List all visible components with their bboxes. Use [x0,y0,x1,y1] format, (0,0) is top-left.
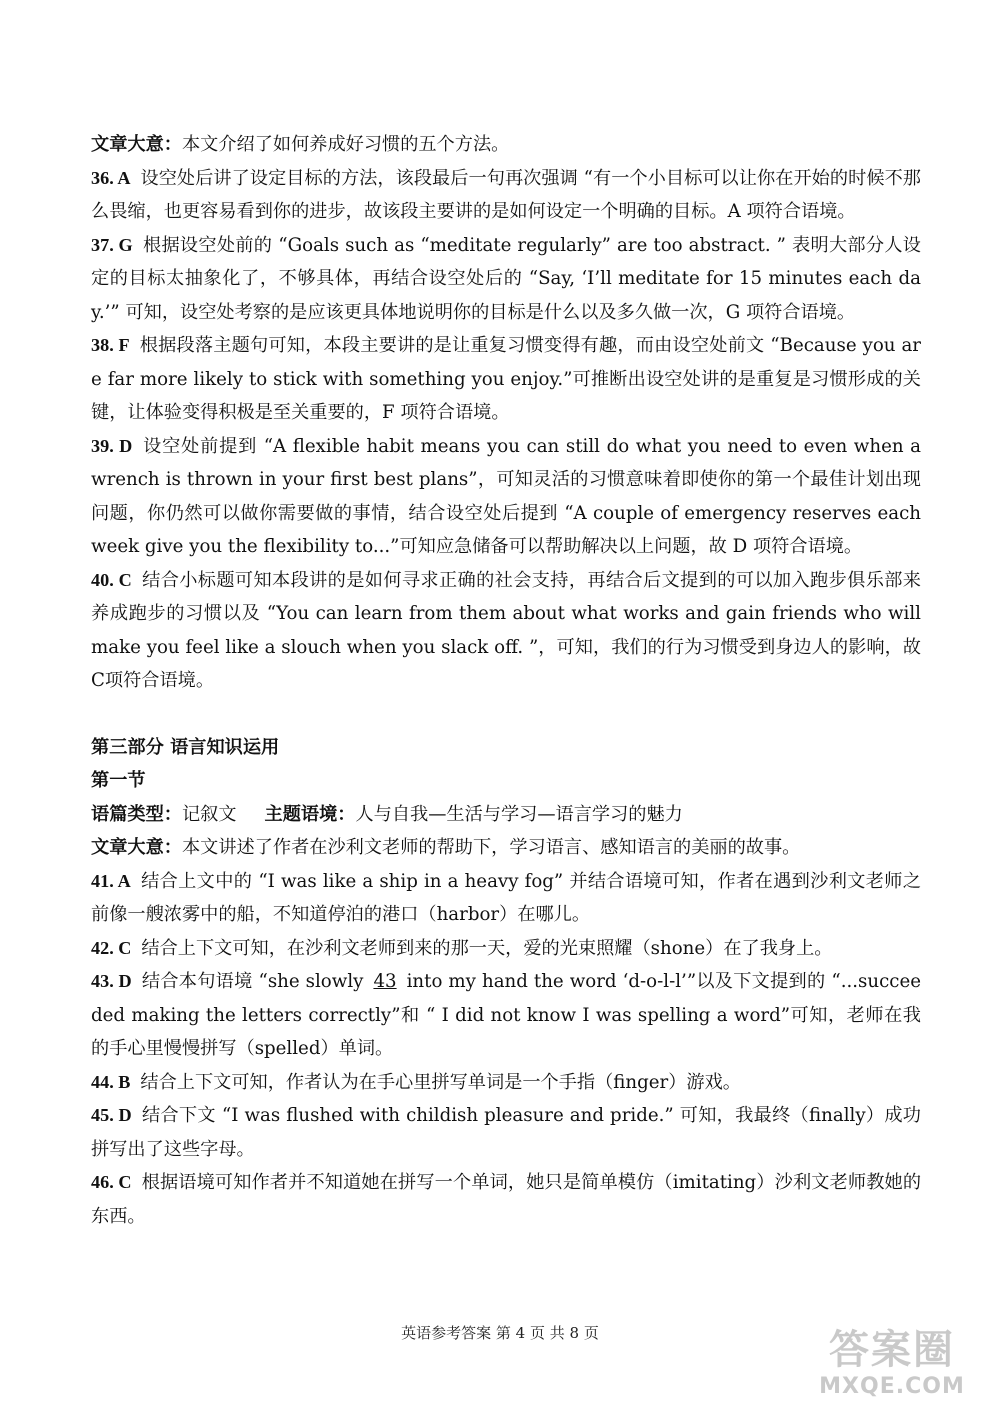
blank-number: 43 [373,971,397,992]
summary-text: 本文讲述了作者在沙利文老师的帮助下，学习语言、感知语言的美丽的故事。 [181,837,801,858]
answer-item-41 [91,865,921,932]
theme-label: 主题语境： [264,803,356,825]
watermark-url-text: MXQE.COM [819,1374,965,1399]
answer-item-44 [91,1066,921,1100]
answer-explanation: 结合上文中的 “I was like a ship in a heavy fog” 并结合语境可知，作者在遇到沙利文老师之前像一艘浓雾中的船，不知道停泊的港口（harbor）在哪儿。 [91,870,921,925]
answer-explanation: 根据语境可知作者并不知道她在拼写一个单词，她只是简单模仿（imitating）沙利文老师教她的东西。 [91,1172,922,1227]
answer-number: 42. C [91,937,132,958]
answer-number: 40. C [91,569,132,590]
answer-number: 41. A [91,870,131,891]
summary-label: 文章大意： [91,837,182,858]
summary-label: 文章大意： [91,134,182,155]
answer-explanation: 根据段落主题句可知，本段主要讲的是让重复习惯变得有趣，而由设空处前文 “Because you are far more likely to stick with something you enjoy.”可推断出设空处讲的是重复是习惯形成的关键，让体验变得积极是至关重要的，F 项符合语境。 [91,335,921,423]
watermark-logo [802,1326,982,1406]
article-summary-1 [91,128,921,162]
answer-number: 44. B [91,1071,131,1092]
answer-item-36 [91,162,921,229]
answer-explanation: 设空处前提到 “A flexible habit means you can still do what you need to even when a wrench is thrown in your first best plans”，可知灵活的习惯意味着即使你的第一个最佳计划出现问题，你仍然可以做你需要做的事情，结合设空处后提到 “A couple of emergency reserves each week give you the flexibility to...”可知应急储备可以帮助解决以上问题，故 D 项符合语境。 [91,435,922,557]
answer-number: 45. D [91,1105,132,1125]
answer-page-body [91,128,921,1233]
answer-explanation: 结合上下文可知，作者认为在手心里拼写单词是一个手指（finger）游戏。 [140,1071,741,1093]
answer-item-42 [91,932,921,966]
answer-explanation-before: 结合本句语境 “she slowly [141,971,370,992]
answer-number: 43. D [91,971,132,991]
answer-item-40 [91,564,921,698]
article-summary-2 [91,831,921,865]
type-label: 语篇类型： [91,803,182,825]
type-value: 记叙文 [181,803,237,825]
part-title: 第三部分 语言知识运用 [91,736,280,758]
answer-number: 38. F [91,335,130,355]
answer-explanation: 结合上下文可知，在沙利文老师到来的那一天，爱的光束照耀（shone）在了我身上。 [141,937,833,959]
answer-item-45 [91,1099,921,1166]
answer-number: 39. D [91,435,133,456]
watermark-logo-text: 答案圈 [829,1327,955,1373]
passage-info [91,798,921,832]
answer-item-46 [91,1166,921,1233]
answer-explanation: 设空处后讲了设定目标的方法，该段最后一句再次强调 “有一个小目标可以让你在开始的时候不那么畏缩，也更容易看到你的进步，故该段主要讲的是如何设定一个明确的目标。A 项符合语境。 [91,167,921,222]
answer-explanation: 结合小标题可知本段讲的是如何寻求正确的社会支持，再结合后文提到的可以加入跑步俱乐部来养成跑步的习惯以及 “You can learn from them about what works and gain friends who will make you feel like a slouch when you slack off. ”，可知，我们的行为习惯受到身边人的影响，故C项符合语境。 [91,569,921,691]
answer-number: 36. A [91,167,131,188]
answer-item-37 [91,229,921,330]
summary-text: 本文介绍了如何养成好习惯的五个方法。 [181,134,510,155]
page-footer: 英语参考答案 第 4 页 共 8 页 [401,1324,599,1342]
section-spacer [91,698,921,731]
answer-item-43 [91,965,921,1066]
answer-explanation: 结合下文 “I was flushed with childish pleasure and pride.” 可知，我最终（finally）成功拼写出了这些字母。 [91,1105,921,1160]
answer-explanation: 根据设空处前的 “Goals such as “meditate regularly” are too abstract. ” 表明大部分人设定的目标太抽象化了，不够具体，再结合设空处后的 “Say, ‘I’ll meditate for 15 minutes each day.’” 可知，设空处考察的是应该更具体地说明你的目标是什么以及多久做一次，G 项符合语境。 [91,234,921,323]
answer-item-39 [91,430,921,564]
answer-explanation-after: into my hand the word ‘d-o-l-l’”以及下文提到的 “...succeeded making the letters correctly”和 “ I did not know I was spelling a word”可知，老师在我的手心里慢慢拼写（spelled）单词。 [91,971,921,1059]
answer-number: 37. G [91,234,133,255]
theme-value: 人与自我—生活与学习—语言学习的魅力 [355,803,683,825]
answer-number: 46. C [91,1172,132,1192]
section-title: 第一节 [91,770,146,791]
answer-item-38 [91,329,921,430]
